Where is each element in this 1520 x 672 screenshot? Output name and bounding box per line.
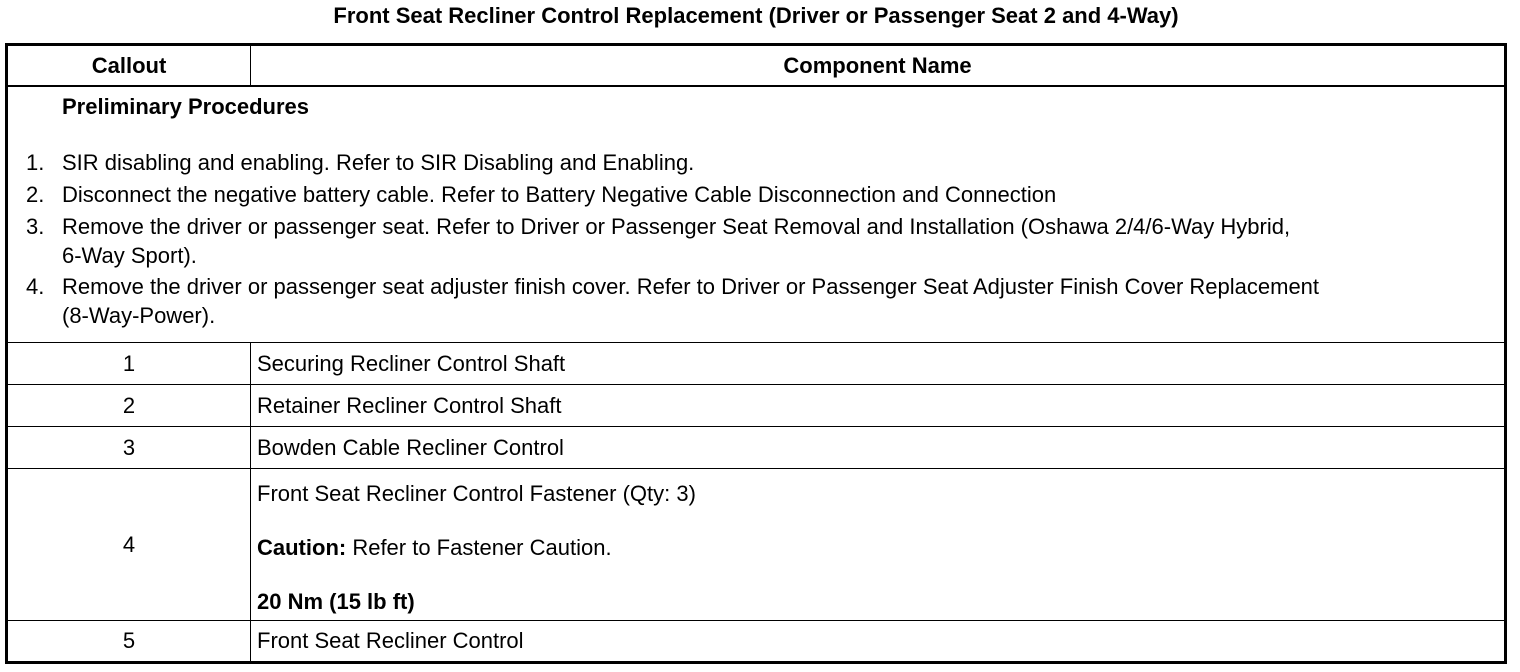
callout-cell: 5 xyxy=(8,621,251,661)
table-header-row xyxy=(8,46,1504,87)
table-row xyxy=(8,427,1504,469)
header-callout: Callout xyxy=(8,46,251,85)
step-number: 4. xyxy=(26,274,45,299)
component-name-cell: Front Seat Recliner Control xyxy=(257,628,524,653)
component-name: Front Seat Recliner Control Fastener (Qty: 3) xyxy=(257,481,696,506)
component-name-cell: Retainer Recliner Control Shaft xyxy=(257,392,562,418)
table-row xyxy=(8,621,1504,661)
callout-cell: 3 xyxy=(8,427,251,468)
list-item xyxy=(8,271,1496,331)
list-item xyxy=(8,179,1496,211)
list-item xyxy=(8,147,1496,179)
callout-cell: 1 xyxy=(8,343,251,384)
table-row xyxy=(8,469,1504,621)
list-item xyxy=(8,211,1496,271)
step-text-continued: (8-Way-Power). xyxy=(62,303,216,328)
step-text: Remove the driver or passenger seat. Refer to Driver or Passenger Seat Removal and Installation (Oshawa 2/4/6-Way Hybrid, xyxy=(62,214,1291,239)
page-title: Front Seat Recliner Control Replacement (Driver or Passenger Seat 2 and 4-Way) xyxy=(333,3,1179,28)
step-text: Remove the driver or passenger seat adjuster finish cover. Refer to Driver or Passenger Seat Adjuster Finish Cover Replacement xyxy=(62,274,1320,299)
callout-cell: 4 xyxy=(8,469,251,620)
component-name-cell: Bowden Cable Recliner Control xyxy=(257,434,564,460)
callout-cell: 2 xyxy=(8,385,251,426)
torque-spec: 20 Nm (15 lb ft) xyxy=(257,589,415,614)
step-text-continued: 6-Way Sport). xyxy=(62,243,197,268)
caution-note xyxy=(257,535,1504,589)
preliminary-steps-list xyxy=(8,147,1496,331)
step-number: 1. xyxy=(26,150,45,175)
preliminary-procedures-row xyxy=(8,87,1504,343)
step-text: Disconnect the negative battery cable. Refer to Battery Negative Cable Disconnection and Connection xyxy=(62,182,1057,207)
step-number: 2. xyxy=(26,182,45,207)
table-row xyxy=(8,385,1504,427)
procedure-table xyxy=(5,43,1507,664)
component-name-cell: Securing Recliner Control Shaft xyxy=(257,350,566,376)
component-name-cell xyxy=(251,469,1504,620)
table-row xyxy=(8,343,1504,385)
caution-text: Refer to Fastener Caution. xyxy=(346,535,612,560)
caution-label: Caution: xyxy=(257,535,347,560)
step-number: 3. xyxy=(26,214,45,239)
preliminary-heading: Preliminary Procedures xyxy=(62,94,310,119)
step-text: SIR disabling and enabling. Refer to SIR Disabling and Enabling. xyxy=(62,150,695,175)
header-component-name: Component Name xyxy=(783,52,972,78)
